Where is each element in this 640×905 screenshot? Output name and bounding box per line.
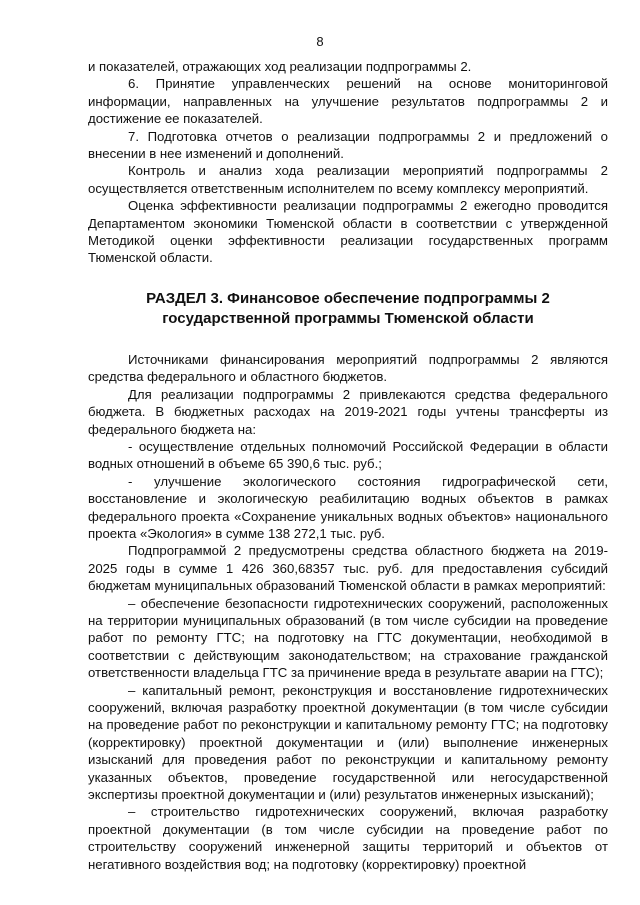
document-body xyxy=(88,58,608,873)
paragraph: Подпрограммой 2 предусмотрены средства областного бюджета на 2019-2025 годы в сумме 1 426 360,68357 тыс. руб. для предоставления субсидий бюджетам муниципальных образований Тюменской области в рамках мероприятий: xyxy=(88,543,608,594)
paragraph: Оценка эффективности реализации подпрограммы 2 ежегодно проводится Департаментом экономики Тюменской области в соответствии с утвержденной Методикой оценки эффективности реализации государственных программ Тюменской области. xyxy=(88,198,608,266)
paragraph: Контроль и анализ хода реализации мероприятий подпрограммы 2 осуществляется ответственным исполнителем по всему комплексу мероприятий. xyxy=(88,163,608,196)
paragraph: Источниками финансирования мероприятий подпрограммы 2 являются средства федерального и областного бюджетов. xyxy=(88,351,608,385)
list-item: - улучшение экологического состояния гидрографической сети, восстановление и экологическую реабилитацию водных объектов в рамках федерального проекта «Сохранение уникальных водных объектов» национального проекта «Экология» в сумме 138 272,1 тыс. руб. xyxy=(88,473,608,541)
list-item: – строительство гидротехнических сооружений, включая разработку проектной документации (в том числе субсидии на проведение работ по строительству сооружений инженерной защиты территорий и объектов от негативного воздействия вод; на подготовку (корректировку) проектной xyxy=(88,804,608,872)
paragraph: и показателей, отражающих ход реализации подпрограммы 2. xyxy=(88,59,472,74)
list-item: - осуществление отдельных полномочий Российской Федерации в области водных отношений в объеме 65 390,6 тыс. руб.; xyxy=(88,438,608,472)
paragraph: Для реализации подпрограммы 2 привлекаются средства федерального бюджета. В бюджетных расходах на 2019-2021 годы учтены трансферты из федерального бюджета на: xyxy=(88,386,608,437)
paragraph: 7. Подготовка отчетов о реализации подпрограммы 2 и предложений о внесении в нее изменений и дополнений. xyxy=(88,128,608,162)
list-item: – капитальный ремонт, реконструкция и восстановление гидротехнических сооружений, включая разработку проектной документации (в том числе субсидии на проведение работ по реконструкции и капитальному ремонту ГТС; на подготовку (корректировку) проектной документации и (или) выполнение инженерных изысканий для проведения работ по реконструкции и капитальному ремонту указанных объектов, проведение государственной или негосударственной экспертизы проектной документации и (или) результатов инженерных изысканий); xyxy=(88,682,608,803)
section-title-line-1: РАЗДЕЛ 3. Финансовое обеспечение подпрограммы 2 xyxy=(146,289,550,307)
section-title-line-2: государственной программы Тюменской области xyxy=(162,309,534,327)
section-title xyxy=(88,289,608,329)
list-item: – обеспечение безопасности гидротехнических сооружений, расположенных на территории муниципальных образований (в том числе субсидии на проведение работ по ремонту ГТС; на подготовку на ГТС документации, необходимой в соответствии с действующим законодательством; на страхование гражданской ответственности владельца ГТС за причинение вреда в результате аварии на ГТС); xyxy=(88,595,608,681)
paragraph: 6. Принятие управленческих решений на основе мониторинговой информации, направленных на улучшение результатов подпрограммы 2 и достижение ее показателей. xyxy=(88,76,608,127)
page-number: 8 xyxy=(316,34,324,49)
